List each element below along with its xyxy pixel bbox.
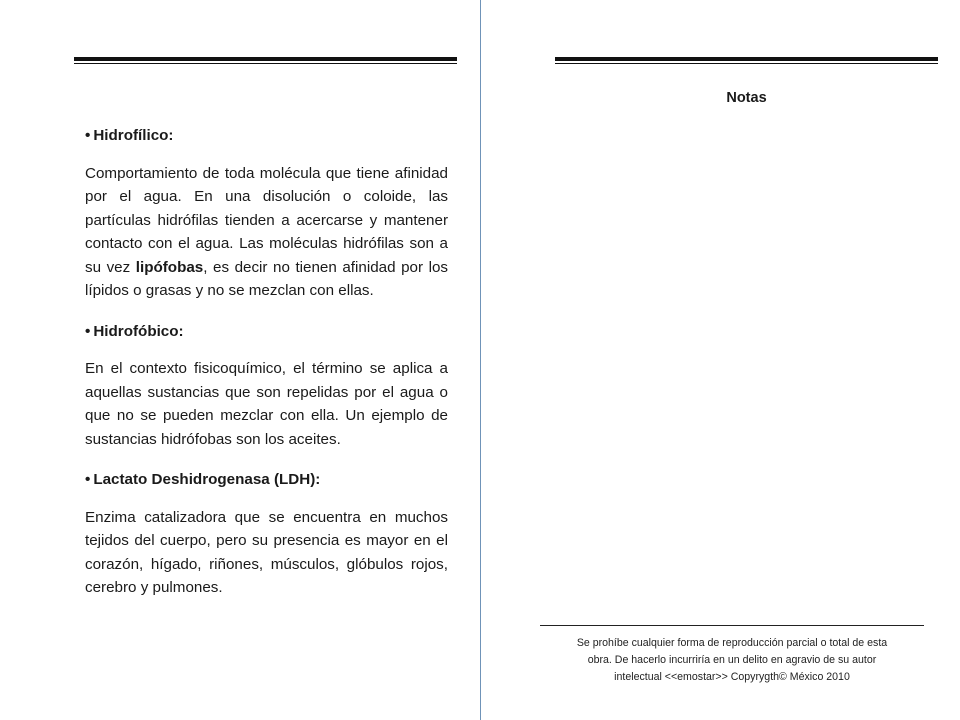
bullet-icon: • <box>85 471 91 488</box>
body-text: , es decir no tienen afinidad por los lípidos o grasas y no se mezclan con ellas. <box>85 258 448 299</box>
heading-text: Hidrofílico: <box>93 127 174 144</box>
page-divider <box>480 0 481 720</box>
section-body: Enzima catalizadora que se encuentra en muchos tejidos del cuerpo, pero su presencia es mayor en el corazón, hígado, riñones, músculos, glóbulos rojos, cerebro y pulmones. <box>85 508 448 596</box>
section-heading <box>85 320 448 344</box>
section-heading <box>85 468 448 492</box>
footer-line: obra. De hacerlo incurriría en un delito en agravio de su autor <box>587 654 877 666</box>
footer-rule <box>540 625 924 626</box>
bullet-icon: • <box>85 127 91 144</box>
right-header-rule <box>555 57 938 61</box>
left-header-rule <box>74 57 457 61</box>
bullet-icon: • <box>85 322 91 340</box>
body-text: Comportamiento de toda molécula que tiene afinidad por el agua. En una disolución o coloide, las partículas hidrófilas tienden a acercarse y mantener contacto con el agua. Las moléculas hidrófilas son a su vez <box>85 164 448 276</box>
left-page-content <box>85 124 448 600</box>
section-heading <box>85 124 448 148</box>
body-bold-text: lipófobas <box>135 258 204 276</box>
section-body <box>85 162 448 303</box>
footer-line: Se prohíbe cualquier forma de reproducción parcial o total de esta <box>576 637 888 649</box>
copyright-footer <box>542 635 922 686</box>
heading-text: Lactato Deshidrogenasa (LDH): <box>93 471 321 488</box>
heading-text: Hidrofóbico: <box>93 322 184 340</box>
notes-title: Notas <box>726 90 767 106</box>
section-body: En el contexto fisicoquímico, el término se aplica a aquellas sustancias que son repelidas por el agua o que no se pueden mezclar con ella. Un ejemplo de sustancias hidrófobas son los aceites. <box>85 360 448 448</box>
footer-line: intelectual <<emostar>> Copyrygth© México 2010 <box>614 671 850 683</box>
